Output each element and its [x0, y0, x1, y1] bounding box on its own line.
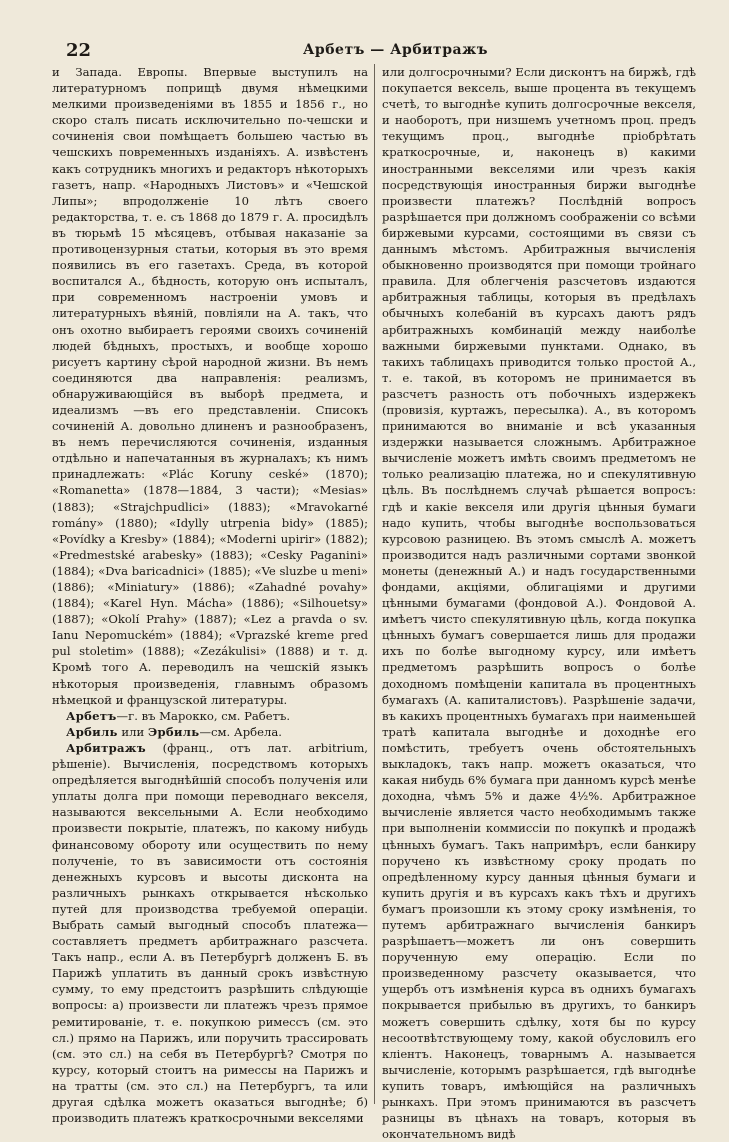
page-number: 22 — [66, 40, 92, 61]
right-column — [374, 64, 696, 1142]
entry-text-arbil: —см. Арбела. — [199, 724, 282, 739]
entry-arbil — [52, 724, 368, 740]
paragraph-arbitrazh-continued: или долгосрочными? Если дисконтъ на биржѣ, гдѣ покупается вексель, выше процента въ текущемъ счетѣ, то выгоднѣе купить долгосрочные векселя, и наоборотъ, при низшемъ учетномъ проц. предъ текущимъ проц., выгоднѣе пріобрѣтать краткосрочные, и, наконецъ в) какими иностранными векселями или чрезъ какія посредствующія иностранныя биржи выгоднѣе произвести платежъ? Послѣдній вопросъ разрѣшается при должномъ соображеніи со всѣми биржевыми курсами, состоящими въ связи съ даннымъ мѣстомъ. Арбитражныя вычисленія обыкновенно производятся при помощи тройнаго правила. Для облегченія разсчетовъ издаются арбитражныя таблицы, которыя въ предѣлахъ обычныхъ колебаній въ курсахъ даютъ рядъ арбитражныхъ комбинацій между наиболѣе важными биржевыми пунктами. Однако, въ такихъ таблицахъ приводится только простой А., т. е. такой, въ которомъ не принимается въ разсчетъ разность отъ побочныхъ издержекъ (провизія, куртажъ, пересылка). А., въ которомъ принимаются во вниманіе и всѣ указанныя издержки называется сложнымъ. Арбитражное вычисленіе можетъ имѣть своимъ предметомъ не только реализацію платежа, но и спекулятивную цѣль. Въ послѣднемъ случаѣ рѣшается вопросъ: гдѣ и какіе векселя или другія цѣнныя бумаги надо купить, чтобы выгоднѣе воспользоваться курсовою разницею. Въ этомъ смыслѣ А. можетъ производится надъ различными сортами звонкой монеты (денежный А.) и надъ государственными фондами, акціями, облигаціями и другими цѣнными бумагами (фондовой А.). Фондовой А. имѣетъ чисто спекулятивную цѣль, когда покупка цѣнныхъ бумагъ совершается лишь для продажи ихъ по болѣе выгодному курсу, или имѣетъ предметомъ разрѣшить вопросъ о болѣе доходномъ помѣщеніи капитала въ процентныхъ бумагахъ (А. капиталистовъ). Разрѣшеніе задачи, въ какихъ процентныхъ бумагахъ при наименьшей тратѣ капитала выгоднѣе и доходнѣе его помѣстить, требуетъ очень обстоятельныхъ выкладокъ, такъ напр. можетъ оказаться, что какая нибудь 6% бумага при данномъ курсѣ менѣе доходна, чѣмъ 5% и даже 4½%. Арбитражное вычисленіе является часто необходимымъ также при выполненіи коммиссіи по покупкѣ и продажѣ цѣнныхъ бумагъ. Такъ напримѣръ, если банкиру поручено къ извѣстному сроку продать по опредѣленному курсу данныя цѣнныя бумаги и купить другія и въ курсахъ какъ тѣхъ и другихъ бумагъ произошли къ этому сроку измѣненія, то путемъ арбитражнаго вычисленія банкиръ разрѣшаетъ—можетъ ли онъ совершить порученную ему операцію. Если по произведенному разсчету оказывается, что ущербъ отъ измѣненія курса въ однихъ бумагахъ покрывается прибылью въ другихъ, то банкиръ можетъ совершить сдѣлку, хотя бы по курсу несоотвѣтствующему тому, какой обусловилъ его кліентъ. Наконецъ, товарнымъ А. называется вычисленіе, которымъ разрѣшается, гдѣ выгоднѣе купить товаръ, имѣющійся на различныхъ рынкахъ. При этомъ принимаются въ разсчетъ разницы въ цѣнахъ на товаръ, которыя въ окончательномъ видѣ — [382, 65, 696, 1142]
entry-title-arbitrazh: Арбитражъ — [66, 740, 146, 755]
left-column — [52, 64, 374, 1126]
entry-title-arbet: Арбетъ — [66, 708, 117, 723]
paragraph-arbes-continued: и Запада. Европы. Впервые выступилъ на литературномъ поприщѣ двумя нѣмецкими мелкими произведеніями въ 1855 и 1856 г., но скоро сталъ писать исключительно по-чешски и сочиненія свои помѣщаетъ большею частью въ чешскихъ повременныхъ изданіяхъ. А. извѣстенъ какъ сотрудникъ многихъ и редакторъ нѣкоторыхъ газетъ, напр. «Народныхъ Листовъ» и «Чешской Липы»; впродолженіе 10 лѣтъ своего редакторства, т. е. съ 1868 до 1879 г. А. просидѣлъ въ тюрьмѣ 15 мѣсяцевъ, отбывая наказаніе за противоцензурныя статьи, которыя въ это время появились въ его газетахъ. Среда, въ которой воспитался А., бѣдность, которую онъ испыталъ, при современномъ настроеніи умовъ и литературныхъ вѣяній, повліяли на А. такъ, что онъ охотно выбираетъ героями своихъ сочиненій людей бѣдныхъ, простыхъ, и вообще хорошо рисуетъ картину сѣрой народной жизни. Въ немъ соединяются два направленія: реализмъ, обнаруживающійся въ выборѣ предмета, и идеализмъ —въ его представленіи. Списокъ сочиненій А. довольно длиненъ и разнообразенъ, въ немъ перечисляются сочиненія, изданныя отдѣльно и напечатанныя въ журналахъ; къ нимъ принадлежать: «Plác Koruny ceské» (1870); «Romanetta» (1878—1884, 3 части); «Mesias» (1883); «Strajchpudlici» (1883); «Mravokarné romány» (1880); «Idylly utrpenia bidy» (1885); «Povídky a Kresby» (1884); «Moderni upirir» (1882); «Predmestské arabesky» (1883); «Cesky Paganini» (1884); «Dva baricadnici» (1885); «Ve sluzbe u meni» (1886); «Miniatury» (1886); «Zahadné povahy» (1884); «Karel Hyn. Mácha» (1886); «Silhouetsy» (1887); «Okolí Prahy» (1887); «Lez a pravda o sv. Ianu Nepomuckém» (1884); «Vprazské kreme pred pul stoletim» (1888); «Zezákulisi» (1888) и т. д. Кромѣ того А. переводилъ на чешскій языкъ нѣкоторыя произведенія, главнымъ образомъ нѣмецкой и французской литературы. — [52, 65, 368, 707]
entry-arbitrazh — [52, 740, 368, 1126]
entry-text-arbet: —г. въ Марокко, см. Рабетъ. — [116, 708, 291, 723]
entry-connector-arbil: или — [117, 724, 148, 739]
entry-title-erbil: Эрбиль — [147, 724, 200, 739]
page-header — [52, 30, 699, 64]
entry-text-arbitrazh: (франц., отъ лат. arbitrium, рѣшеніе). Вычисленія, посредствомъ которыхъ опредѣляется выгоднѣйшій способъ полученія или уплаты долга при помощи переводнаго векселя, называются вексельными А. Если необходимо произвести покрытіе, платежъ, по какому нибудь финансовому обороту или осуществить по нему полученіе, то въ зависимости отъ состоянія денежныхъ курсовъ и высоты дисконта на различныхъ рынкахъ открывается нѣсколько путей для производства требуемой операціи. Выбрать самый выгодный способъ платежа—составляетъ предметъ арбитражнаго разсчета. Такъ напр., если А. въ Петербургѣ долженъ Б. въ Парижѣ уплатить въ данный срокъ извѣстную сумму, то ему предстоитъ разрѣшить слѣдующіе вопросы: а) произвести ли платежъ чрезъ прямое ремитированіе, т. е. покупкою римессъ (см. это сл.) прямо на Парижъ, или поручить трассировать (см. это сл.) на себя въ Петербургѣ? Смотря по курсу, который стоитъ на римессы на Парижъ и на тратты (см. это сл.) на Петербургъ, та или другая сдѣлка можетъ оказаться выгоднѣе; б) производить платежъ краткосрочными векселями — [52, 740, 368, 1126]
entry-arbet — [52, 708, 368, 724]
entry-title-arbil: Арбиль — [66, 724, 118, 739]
running-head: Арбетъ — Арбитражъ — [303, 42, 488, 58]
text-columns — [52, 64, 699, 1142]
